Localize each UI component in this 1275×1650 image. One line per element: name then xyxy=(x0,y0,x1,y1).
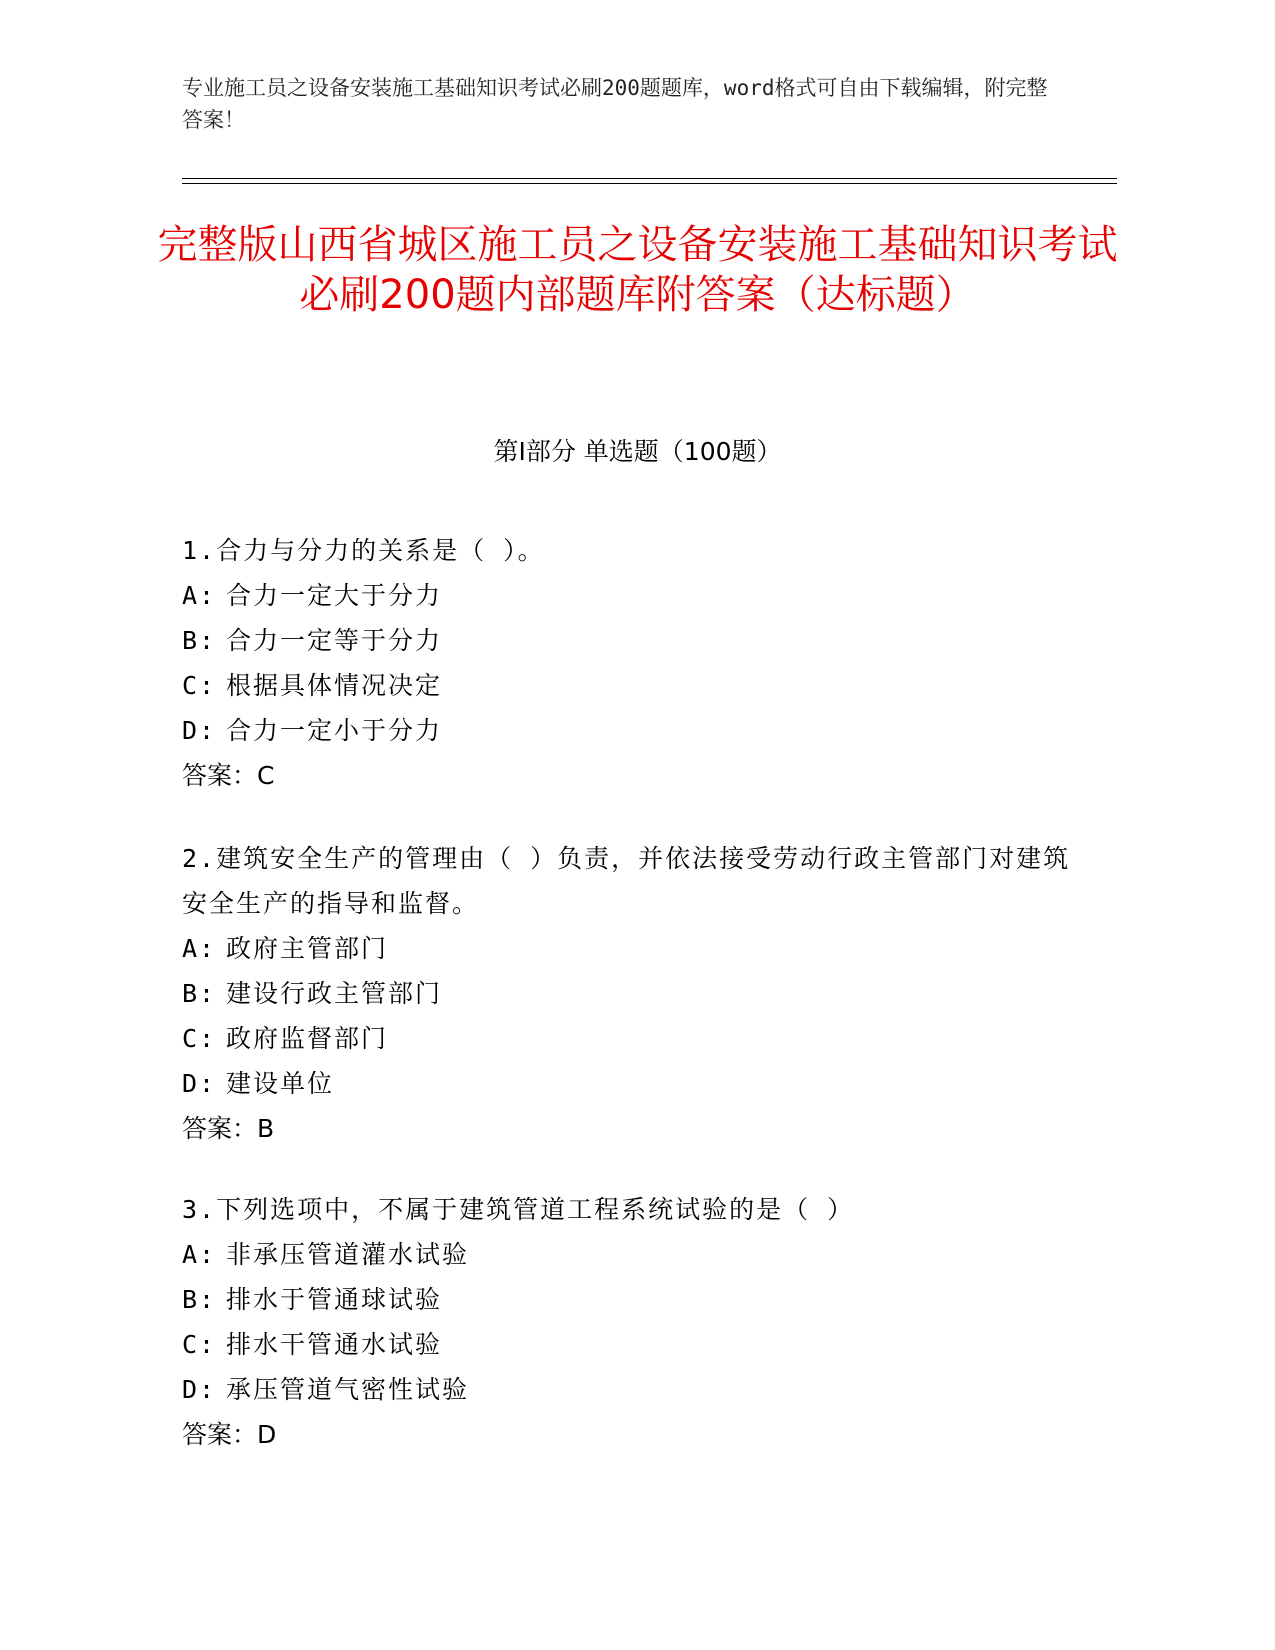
option-c xyxy=(182,1016,1082,1061)
option-c xyxy=(182,663,1082,708)
question-1 xyxy=(182,528,1082,798)
option-text: 政府监督部门 xyxy=(226,1024,389,1053)
option-key: C: xyxy=(182,671,217,700)
option-text: 合力一定等于分力 xyxy=(226,626,443,655)
option-c xyxy=(182,1322,1082,1367)
option-text: 政府主管部门 xyxy=(226,934,389,963)
answer-line: 答案：C xyxy=(182,761,275,790)
section-title: 第Ⅰ部分 单选题（100题） xyxy=(493,437,782,466)
question-2 xyxy=(182,836,1082,1151)
option-key: B: xyxy=(182,979,217,1008)
option-key: B: xyxy=(182,1285,217,1314)
option-b xyxy=(182,618,1082,663)
header-note: 专业施工员之设备安装施工基础知识考试必刷200题题库，word格式可自由下载编辑，附完整答案！ xyxy=(182,76,1048,132)
option-text: 排水干管通水试验 xyxy=(226,1330,443,1359)
option-key: D: xyxy=(182,716,217,745)
option-key: A: xyxy=(182,934,217,963)
option-key: D: xyxy=(182,1069,217,1098)
option-a xyxy=(182,1232,1082,1277)
option-b xyxy=(182,971,1082,1016)
option-a xyxy=(182,926,1082,971)
document-title: 完整版山西省城区施工员之设备安装施工基础知识考试必刷200题内部题库附答案（达标题） xyxy=(157,222,1118,318)
option-text: 根据具体情况决定 xyxy=(226,671,443,700)
question-3 xyxy=(182,1187,1082,1457)
header-divider-bottom xyxy=(182,183,1117,184)
option-text: 合力一定大于分力 xyxy=(226,581,443,610)
option-key: C: xyxy=(182,1330,217,1359)
option-key: C: xyxy=(182,1024,217,1053)
option-b xyxy=(182,1277,1082,1322)
question-stem: 3.下列选项中，不属于建筑管道工程系统试验的是（ ） xyxy=(182,1195,855,1224)
option-key: D: xyxy=(182,1375,217,1404)
option-d xyxy=(182,1367,1082,1412)
question-stem: 1.合力与分力的关系是（ ）。 xyxy=(182,536,545,565)
option-text: 建设行政主管部门 xyxy=(226,979,443,1008)
option-d xyxy=(182,708,1082,753)
option-key: A: xyxy=(182,1240,217,1269)
option-key: B: xyxy=(182,626,217,655)
option-a xyxy=(182,573,1082,618)
option-text: 非承压管道灌水试验 xyxy=(226,1240,470,1269)
option-text: 建设单位 xyxy=(226,1069,335,1098)
option-text: 合力一定小于分力 xyxy=(226,716,443,745)
option-text: 承压管道气密性试验 xyxy=(226,1375,470,1404)
answer-line: 答案：B xyxy=(182,1114,275,1143)
option-text: 排水于管通球试验 xyxy=(226,1285,443,1314)
option-key: A: xyxy=(182,581,217,610)
answer-line: 答案：D xyxy=(182,1420,277,1449)
question-stem: 2.建筑安全生产的管理由（ ）负责，并依法接受劳动行政主管部门对建筑安全生产的指导和监督。 xyxy=(182,844,1071,918)
option-d xyxy=(182,1061,1082,1106)
header-divider-top xyxy=(182,178,1117,179)
